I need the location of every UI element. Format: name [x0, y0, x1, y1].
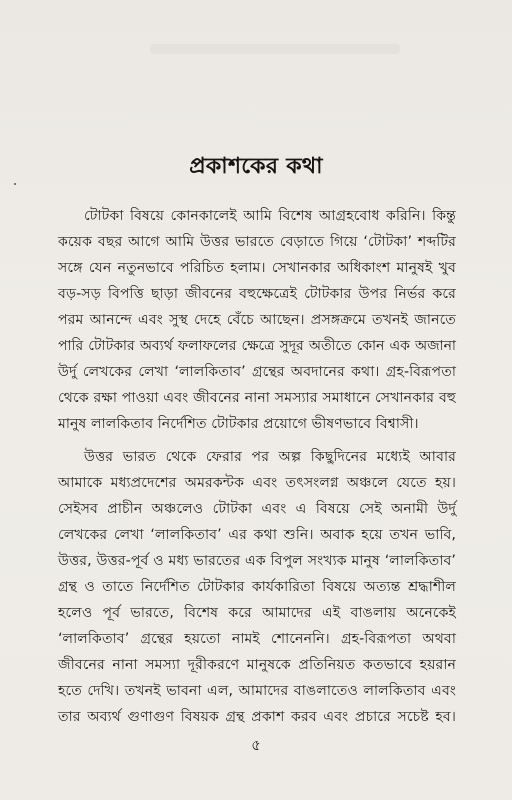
paragraph-2-line-3: সেইসব প্রাচীন অঞ্চলেও টোটকা এবং এ বিষয়ে সেই অনামী উর্দু — [58, 501, 456, 517]
paragraph-1-line-6: পারি টোটকার অব্যর্থ ফলাফলের ক্ষেত্রে সুদূর অতীতে কোন এক অজানা — [58, 338, 456, 354]
paragraph-2-line-2: আমাকে মধ্যপ্রদেশের অমরকন্টক এবং তৎসংলগ্ন অঞ্চলে যেতে হয়। — [58, 475, 456, 491]
paragraph-1-line-1: টোটকা বিষয়ে কোনকালেই আমি বিশেষ আগ্রহবোধ করিনি। কিন্তু — [84, 208, 456, 224]
paragraph-1-line-3: সঙ্গে যেন নতুনভাবে পরিচিত হলাম। সেখানকার অধিকাংশ মানুষই খুব — [58, 260, 456, 276]
page-title: প্রকাশকের কথা — [189, 154, 323, 179]
paragraph-2-line-10: হতে দেখি। তখনই ভাবনা এল, আমাদের বাঙলাতেও লালকিতাব এবং — [58, 683, 456, 699]
paragraph-2-line-4: লেখকের লেখা ‘লালকিতাব’ এর কথা শুনি। অবাক হয়ে তখন ভাবি, — [58, 527, 456, 543]
paragraph-2-line-8: ‘লালকিতাব’ গ্রন্থের হয়তো নামই শোনেননি। গ্রহ-বিরূপতা অথবা — [58, 631, 456, 647]
page-number: ৫ — [251, 736, 261, 754]
paragraph-2-line-6: গ্রন্থ ও তাতে নির্দেশিত টোটকার কার্যকারিতা বিষয়ে অত্যন্ত শ্রদ্ধাশীল — [58, 579, 456, 595]
paragraph-2-line-1: উত্তর ভারত থেকে ফেরার পর অল্প কিছুদিনের মধ্যেই আবার — [84, 449, 456, 465]
paragraph-2-line-11: তার অব্যর্থ গুণাগুণ বিষয়ক গ্রন্থ প্রকাশ করব এবং প্রচারে সচেষ্ট হব। — [58, 709, 456, 725]
paragraph-1-line-5: পরম আনন্দে এবং সুস্থ দেহে বেঁচে আছেন। প্রসঙ্গক্রমে তখনই জানতে — [58, 312, 456, 328]
paragraph-1-line-8: থেকে রক্ষা পাওয়া এবং জীবনের নানা সমস্যার সমাধানে সেখানকার বহু — [58, 390, 456, 406]
paragraph-2-line-5: উত্তর, উত্তর-পূর্ব ও মধ্য ভারতের এক বিপুল সংখ্যক মানুষ ‘লালকিতাব’ — [58, 553, 456, 569]
paragraph-2-line-9: জীবনের নানা সমস্যা দূরীকরণে মানুষকে প্রতিনিয়ত কতভাবে হয়রান — [58, 657, 456, 673]
bleed-through-shadow — [150, 44, 400, 54]
paragraph-1-line-7: উর্দু লেখকের লেখা ‘লালকিতাব’ গ্রন্থের অবদানের কথা। গ্রহ-বিরূপতা — [58, 364, 456, 380]
paragraph-2-line-7: হলেও পূর্ব ভারতে, বিশেষ করে আমাদের এই বাঙলায় অনেকেই — [58, 605, 456, 621]
paragraph-1-line-2: কয়েক বছর আগে আমি উত্তর ভারতে বেড়াতে গিয়ে ‘টোটকা’ শব্দটির — [58, 234, 456, 250]
paragraph-1-line-9: মানুষ লালকিতাব নির্দেশিত টোটকার প্রয়োগে ভীষণভাবে বিশ্বাসী। — [58, 416, 419, 432]
paragraph-1-line-4: বড়-সড় বিপত্তি ছাড়া জীবনের বহুক্ষেত্রেই টোটকার উপর নির্ভর করে — [58, 286, 456, 302]
